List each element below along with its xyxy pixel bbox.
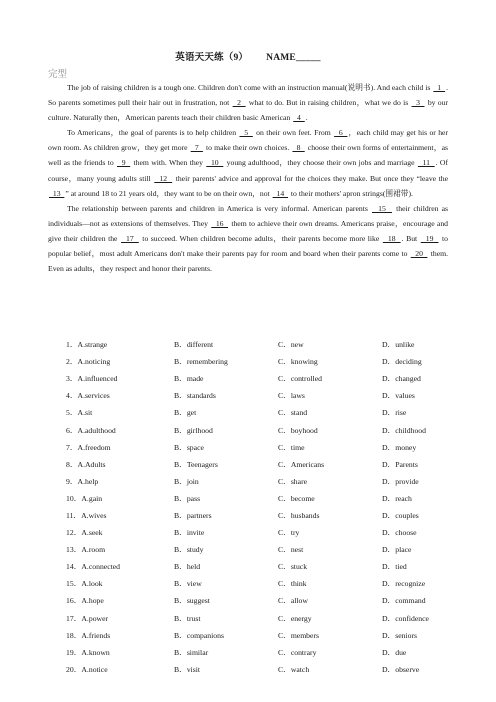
passage-text: to make their own choices. xyxy=(203,143,292,153)
option-c: C．laws xyxy=(278,391,305,401)
option-row xyxy=(66,644,446,661)
blank-number: 17 xyxy=(121,233,139,243)
option-b: B．study xyxy=(174,545,204,555)
blank-number: 13 xyxy=(49,188,65,198)
passage-text: what to do. But in raising children，what we do is xyxy=(246,98,411,108)
option-a: 5．A.sit xyxy=(66,408,93,418)
option-row xyxy=(66,507,446,524)
blank-number: 8 xyxy=(292,143,305,153)
option-b: B．join xyxy=(174,476,199,486)
option-row xyxy=(66,439,446,456)
option-row xyxy=(66,404,446,421)
blank-number: 15 xyxy=(371,203,393,213)
option-c: C．share xyxy=(278,476,308,486)
option-d: D．place xyxy=(382,545,412,555)
blank-number: 18 xyxy=(382,233,401,243)
option-b: B．trust xyxy=(174,613,201,623)
option-a: 2．A.noticing xyxy=(66,357,111,367)
blank-number: 14 xyxy=(272,188,288,198)
option-d: D．tied xyxy=(382,562,407,572)
passage-text: them with. When they xyxy=(131,158,206,168)
option-a: 6．A.adulthood xyxy=(66,425,116,435)
option-row xyxy=(66,541,446,558)
option-a: 15．A.look xyxy=(66,579,103,589)
option-c: C．energy xyxy=(278,613,312,623)
option-d: D．choose xyxy=(382,528,417,538)
option-c: C．members xyxy=(278,630,319,640)
blank-number: 16 xyxy=(211,218,229,228)
option-a: 16．A.hope xyxy=(66,596,104,606)
option-c: C．allow xyxy=(278,596,308,606)
option-a: 18．A.friends xyxy=(66,630,111,640)
option-row xyxy=(66,592,446,609)
option-row xyxy=(66,627,446,644)
option-a: 4．A.services xyxy=(66,391,110,401)
option-row xyxy=(66,336,446,353)
option-b: B．held xyxy=(174,562,201,572)
name-field-label: NAME_____ xyxy=(266,53,321,63)
option-d: D．seniors xyxy=(382,630,418,640)
option-row xyxy=(66,387,446,404)
option-c: C．Americans xyxy=(278,459,325,469)
option-a: 3．A.influenced xyxy=(66,374,118,384)
blank-number: 10 xyxy=(206,158,224,168)
blank-number: 6 xyxy=(334,128,348,138)
option-row xyxy=(66,575,446,592)
option-d: D．deciding xyxy=(382,357,422,367)
option-c: C．contrary xyxy=(278,647,317,657)
option-c: C．think xyxy=(278,579,307,589)
passage-text: by our culture. Naturally then，American parents teach their children basic American xyxy=(48,98,449,123)
passage-paragraph xyxy=(48,80,448,125)
option-b: B．similar xyxy=(174,647,209,657)
passage-text: To Americans，the goal of parents is to help children xyxy=(67,128,239,138)
option-b: B．space xyxy=(174,442,204,452)
passage-paragraph xyxy=(48,125,448,200)
option-d: D．confidence xyxy=(382,613,429,623)
passage-text: The job of raising children is a tough one. Children don't come with an instruction manual(说明书). And each child is xyxy=(67,83,433,92)
blank-number: 11 xyxy=(417,158,435,168)
option-b: B．different xyxy=(174,340,214,350)
passage-text: their children as individuals—not as extensions of themselves. They xyxy=(48,203,449,228)
option-c: C．nest xyxy=(278,545,304,555)
option-a: 9．A.help xyxy=(66,476,99,486)
option-row xyxy=(66,370,446,387)
option-c: C．knowing xyxy=(278,357,318,367)
option-a: 12．A.seek xyxy=(66,528,103,538)
passage-text: to popular belief，most adult Americans don't make their parents pay for room and board when their parents come to xyxy=(48,233,448,259)
option-a: 13．A.room xyxy=(66,545,106,555)
option-row xyxy=(66,610,446,627)
passage-text: to succeed. When children become adults，their parents become more like xyxy=(139,233,382,243)
option-c: C．become xyxy=(278,493,315,503)
option-c: C．new xyxy=(278,340,304,350)
passage-text: . So parents sometimes pull their hair out in frustration, not xyxy=(48,83,448,108)
option-b: B．companions xyxy=(174,630,224,640)
option-d: D．observe xyxy=(382,664,420,674)
option-d: D．changed xyxy=(382,374,421,384)
option-c: C．husbands xyxy=(278,510,320,520)
option-row xyxy=(66,353,446,370)
option-d: D．couples xyxy=(382,510,419,520)
option-b: B．pass xyxy=(174,493,201,503)
passage-text: . xyxy=(305,113,308,123)
blank-number: 4 xyxy=(293,113,305,123)
blank-number: 9 xyxy=(117,158,131,168)
option-b: B．Teenagers xyxy=(174,459,218,469)
blank-number: 19 xyxy=(420,233,439,243)
option-d: D．command xyxy=(382,596,426,606)
passage-text: ” at around 18 to 21 years old，they want to be on their own，not xyxy=(65,188,272,198)
option-c: C．time xyxy=(278,442,305,452)
option-d: D．money xyxy=(382,442,417,452)
option-d: D．rise xyxy=(382,408,407,418)
blank-number: 2 xyxy=(232,98,246,108)
option-d: D．recognize xyxy=(382,579,426,589)
option-a: 14．A.connected xyxy=(66,562,121,572)
section-label: 完型 xyxy=(48,70,68,80)
option-row xyxy=(66,558,446,575)
option-b: B．partners xyxy=(174,510,212,520)
answer-options xyxy=(66,336,446,678)
option-row xyxy=(66,473,446,490)
option-row xyxy=(66,421,446,438)
option-a: 11．A.wives xyxy=(66,510,107,520)
option-d: D．values xyxy=(382,391,415,401)
option-d: D．provide xyxy=(382,476,419,486)
option-b: B．standards xyxy=(174,391,216,401)
option-a: 8．A.Adults xyxy=(66,459,106,469)
blank-number: 7 xyxy=(190,143,203,153)
option-row xyxy=(66,524,446,541)
passage-text: on their own feet. From xyxy=(253,128,334,138)
option-a: 19．A.known xyxy=(66,647,110,657)
option-c: C．try xyxy=(278,528,300,538)
option-a: 7．A.freedom xyxy=(66,442,111,452)
option-c: C．watch xyxy=(278,664,310,674)
option-b: B．girlhood xyxy=(174,425,213,435)
option-d: D．Parents xyxy=(382,459,418,469)
cloze-passage xyxy=(48,80,448,276)
passage-text: ，each child may get his or her own room. As children grow，they get more xyxy=(48,128,449,153)
option-b: B．view xyxy=(174,579,202,589)
option-d: D．due xyxy=(382,647,407,657)
option-c: C．stand xyxy=(278,408,308,418)
option-d: D．unlike xyxy=(382,340,415,350)
option-b: B．suggest xyxy=(174,596,210,606)
blank-number: 20 xyxy=(410,249,428,259)
option-c: C．stuck xyxy=(278,562,308,572)
passage-text: The relationship between parents and children in America is very informal. American parents xyxy=(67,203,371,213)
option-d: D．childhood xyxy=(382,425,426,435)
option-a: 10．A.gain xyxy=(66,493,103,503)
option-c: C．boyhood xyxy=(278,425,318,435)
passage-text: . Of course，many young adults still xyxy=(48,158,449,183)
option-a: 1．A.strange xyxy=(66,340,108,350)
blank-number: 12 xyxy=(154,173,173,183)
page-title xyxy=(0,49,496,63)
passage-text: their parents' advice and approval for the choices they make. But once they “leave the xyxy=(173,173,449,183)
passage-text: . But xyxy=(401,233,420,243)
option-c: C．controlled xyxy=(278,374,322,384)
passage-text: them. Even as adults，they respect and honor their parents. xyxy=(48,249,449,274)
option-a: 20．A.notice xyxy=(66,664,108,674)
blank-number: 5 xyxy=(239,128,253,138)
option-row xyxy=(66,661,446,678)
passage-text: to their mothers' apron strings(围裙带). xyxy=(289,188,413,198)
option-b: B．get xyxy=(174,408,197,418)
option-b: B．made xyxy=(174,374,204,384)
option-b: B．invite xyxy=(174,528,205,538)
blank-number: 1 xyxy=(433,83,446,92)
blank-number: 3 xyxy=(411,98,425,108)
option-row xyxy=(66,490,446,507)
option-b: B．remembering xyxy=(174,357,228,367)
option-d: D．reach xyxy=(382,493,412,503)
worksheet-title: 英语天天练（9） xyxy=(175,53,249,63)
passage-text: choose their own forms of entertainment，as well as the friends to xyxy=(48,143,449,168)
option-row xyxy=(66,456,446,473)
option-a: 17．A.power xyxy=(66,613,109,623)
passage-paragraph xyxy=(48,201,448,276)
passage-text: them to achieve their own dreams. Americans praise，encourage and give their children the xyxy=(48,218,449,243)
option-b: B．visit xyxy=(174,664,201,674)
passage-text: young adulthood，they choose their own jobs and marriage xyxy=(224,158,417,168)
